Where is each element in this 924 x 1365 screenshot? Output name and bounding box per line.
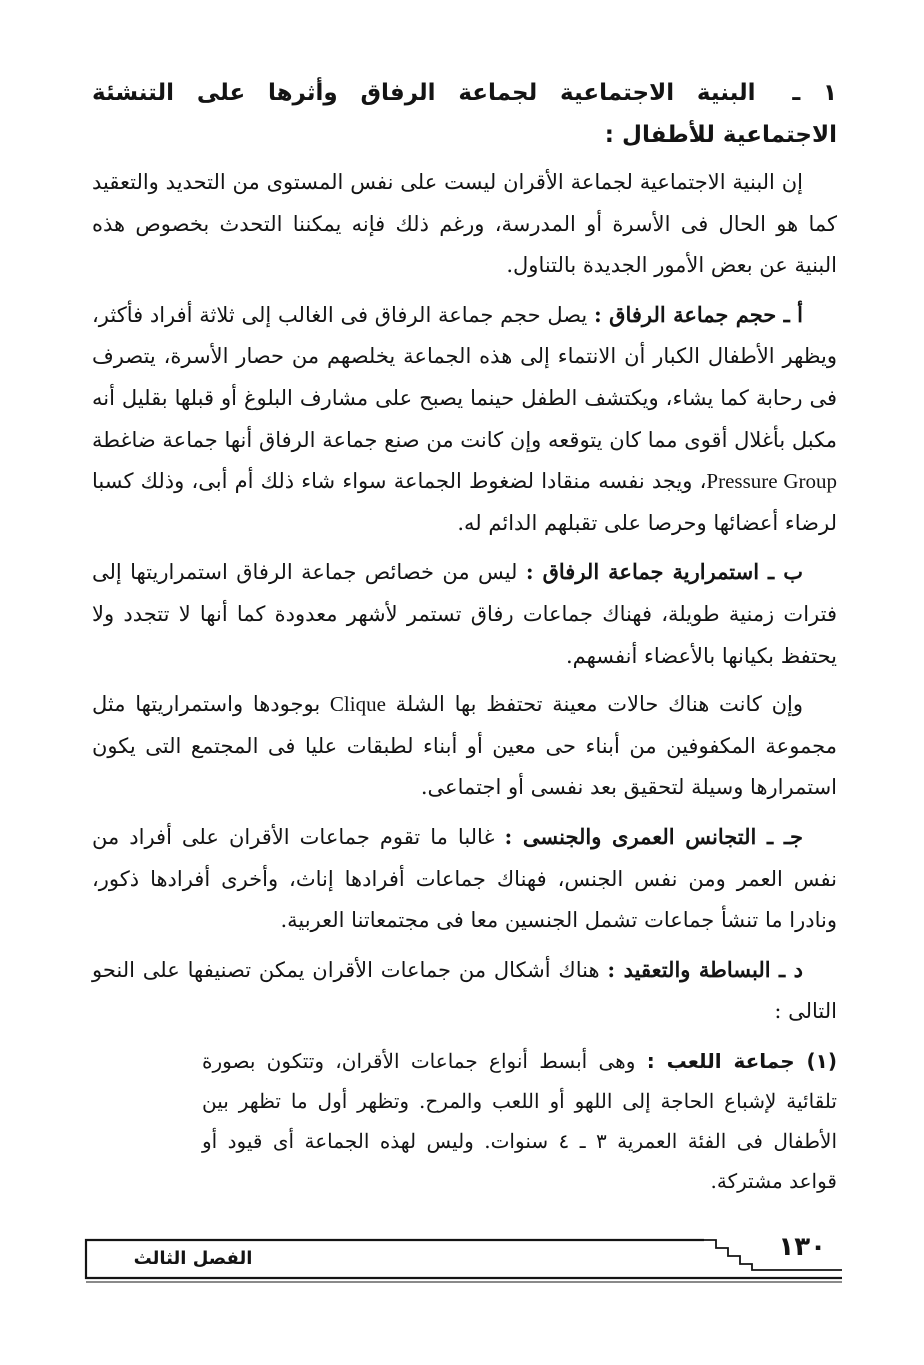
subheading-continuity: ب ـ استمرارية جماعة الرفاق :: [525, 559, 803, 585]
paragraph-group-size: [92, 294, 837, 545]
page-body: [92, 72, 837, 1201]
group-size-text: يصل حجم جماعة الرفاق فى الغالب إلى ثلاثة أفراد فأكثر، ويظهر الأطفال الكبار أن الانتماء إلى هذه الجماعة يخلصهم من حصار الأسرة، يتصرف فى رحابة كما يشاء، ويكتشف الطفل حينما يصبح على مشارف البلوغ أو قبلها بقليل أنه مكبل بأغلال أقوى مما كان يتوقعه وإن كانت من صنع جماعة الرفاق أنها جماعة ضاغطة: [92, 302, 837, 452]
group-size-text-continued: ، ويجد نفسه منقادا لضغوط الجماعة سواء شاء ذلك أم أبى، وذلك كسبا لرضاء أعضائها وحرصا على تقبلهم الدائم له.: [92, 469, 837, 535]
play-group-text: وهى أبسط أنواع جماعات الأقران، وتتكون بصورة تلقائية لإشباع الحاجة إلى اللهو أو اللعب والمرح. وتظهر أول ما تظهر بين الأطفال فى الفئة العمرية ٣ ـ ٤ سنوات. وليس لهذه الجماعة أى قيود أو قواعد مشتركة.: [202, 1048, 838, 1193]
section-heading: [92, 72, 837, 156]
paragraph-simplicity: [92, 949, 837, 1033]
latin-term-clique: Clique: [329, 692, 386, 717]
list-item-marker: (١) جماعة اللعب :: [646, 1048, 838, 1073]
page-number: ١٣٠: [778, 1232, 826, 1262]
chapter-label: الفصل الثالث: [133, 1248, 253, 1269]
list-item-play-group: [92, 1041, 837, 1201]
latin-term-pressure-group: Pressure Group: [706, 469, 838, 494]
paragraph-clique: [92, 684, 837, 809]
section-number: ١ ـ: [792, 80, 837, 106]
homogeneity-text: غالبا ما تقوم جماعات الأقران على أفراد من نفس العمر ومن نفس الجنس، فهناك جماعات أفرادها إناث، وأخرى أفرادها ذكور، ونادرا ما تنشأ جماعات تشمل الجنسين معا فى مجتمعاتنا العربية.: [92, 824, 837, 933]
simplicity-text: هناك أشكال من جماعات الأقران يمكن تصنيفها على النحو التالى :: [92, 957, 837, 1024]
section-title: البنية الاجتماعية لجماعة الرفاق وأثرها على التنشئة الاجتماعية للأطفال :: [92, 80, 837, 148]
paragraph-continuity: [92, 551, 837, 677]
page-footer: [84, 1226, 844, 1286]
clique-text: وإن كانت هناك حالات معينة تحتفظ بها الشلة: [395, 692, 803, 717]
subheading-homogeneity: جـ ـ التجانس العمرى والجنسى :: [504, 823, 803, 849]
intro-paragraph: إن البنية الاجتماعية لجماعة الأقران ليست على نفس المستوى من التحديد والتعقيد كما هو الحال فى الأسرة أو المدرسة، ورغم ذلك فإنه يمكننا التحدث بخصوص هذه البنية عن بعض الأمور الجديدة بالتناول.: [92, 170, 837, 278]
paragraph-homogeneity: [92, 816, 837, 942]
continuity-text: ليس من خصائص جماعة الرفاق استمراريتها إلى فترات زمنية طويلة، فهناك جماعات رفاق تستمر لأشهر معدودة كما أنها لا تتجدد ولا يحتفظ بكيانها بالأعضاء أنفسهم.: [92, 560, 837, 668]
subheading-simplicity: د ـ البساطة والتعقيد :: [607, 956, 804, 982]
clique-text-continued: بوجودها واستمراريتها مثل مجموعة المكفوفين من أبناء حى معين أو أبناء لطبقات عليا فى المجتمع التى يكون استمرارها وسيلة لتحقيق بعد نفسى أو اجتماعى.: [92, 692, 837, 800]
subheading-group-size: أ ـ حجم جماعة الرفاق :: [594, 301, 804, 327]
